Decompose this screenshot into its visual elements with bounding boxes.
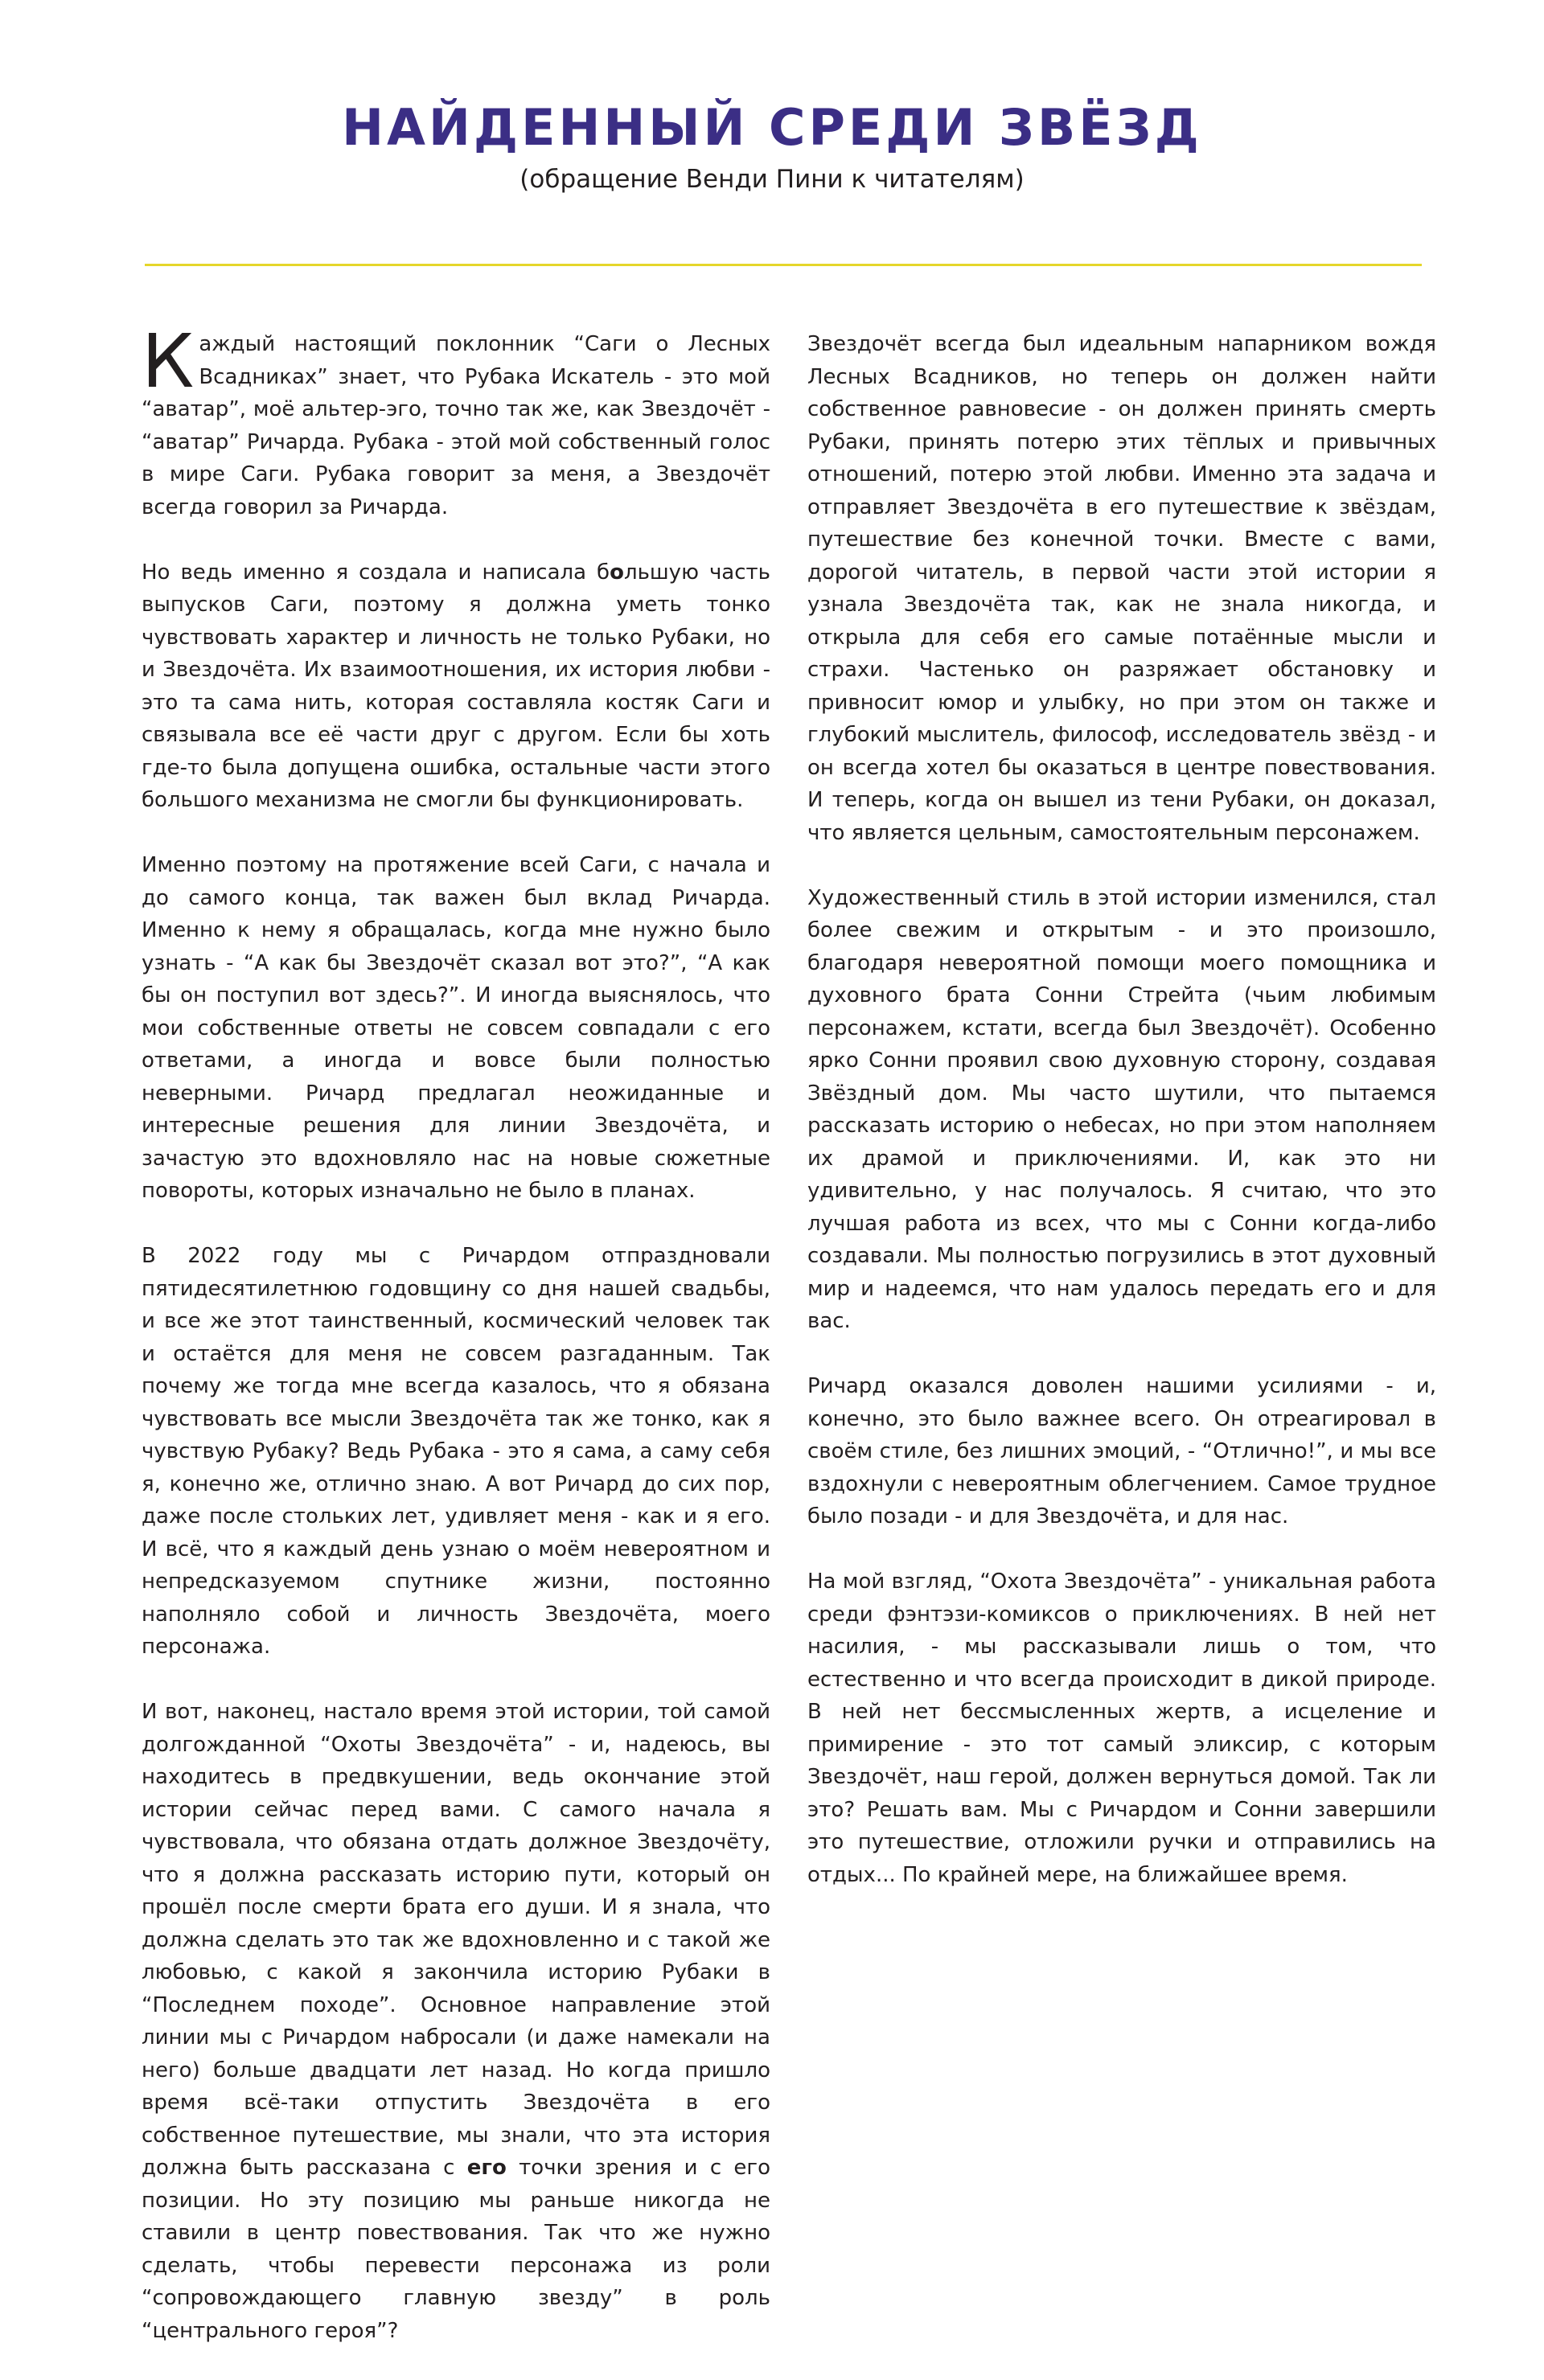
paragraph-1-text: аждый настоящий поклонник “Саги о Лесных Всадниках” знает, что Рубака Искатель - это мой “аватар”, моё альтер-эго, точно так же, как Звездочёт - “аватар” Ричарда. Рубака - этой мой собственный голос в мире Саги. Рубака говорит за меня, а Звездочёт всегда говорил за Ричарда.: [142, 332, 770, 519]
paragraph-6: Звездочёт всегда был идеальным напарником вождя Лесных Всадников, но теперь он должен найти собственное равновесие - он должен принять смерть Рубаки, принять потерю этих тёплых и привычных отношений, потерю этой любви. Именно эта задача и отправляет Звездочёта в его путешествие к звёздам, путешествие без конечной точки. Вместе с вами, дорогой читатель, в первой части этой истории я узнала Звездочёта так, как не знала никогда, и открыла для себя его самые потаённые мысли и страхи. Частенько он разряжает обстановку и привносит юмор и улыбку, но при этом он также и глубокий мыслитель, философ, исследователь звёзд - и он всегда хотел бы оказаться в центре повествования. И теперь, когда он вышел из тени Рубаки, он доказал, что является цельным, самостоятельным персонажем.: [807, 332, 1436, 845]
right-column: [807, 328, 1436, 1924]
paragraph-5: [142, 1696, 770, 2347]
paragraph-2-emphasis: о: [610, 560, 624, 585]
paragraph-2-text-a: Но ведь именно я создала и написала б: [142, 560, 610, 585]
article-title: НАЙДЕННЫЙ СРЕДИ ЗВЁЗД: [342, 98, 1202, 157]
paragraph-5-text-a: И вот, наконец, настало время этой истории, той самой долгожданной “Охоты Звездочёта” - и, надеюсь, вы находитесь в предвкушении, ведь окончание этой истории сейчас перед вами. С самого начала я чувствовала, что обязана отдать должное Звездочёту, что я должна рассказать историю пути, который он прошёл после смерти брата его души. И я знала, что должна сделать это так же вдохновленно и с такой же любовью, с какой я закончила историю Рубаки в “Последнем походе”. Основное направление этой линии мы с Ричардом набросали (и даже намекали на него) больше двадцати лет назад. Но когда пришло время всё-таки отпустить Звездочёта в его собственное путешествие, мы знали, что эта история должна быть рассказана с: [142, 1700, 770, 2180]
paragraph-8: Ричард оказался доволен нашими усилиями - и, конечно, это было важнее всего. Он отреагировал в своём стиле, без лишних эмоций, - “Отлично!”, и мы все вздохнули с невероятным облегчением. Самое трудное было позади - и для Звездочёта, и для нас.: [807, 1374, 1436, 1529]
drop-cap: К: [142, 318, 195, 404]
paragraph-3: Именно поэтому на протяжение всей Саги, с начала и до самого конца, так важен был вклад Ричарда. Именно к нему я обращалась, когда мне нужно было узнать - “А как бы Звездочёт сказал вот это?”, “А как бы он поступил вот здесь?”. И иногда выяснялось, что мои собственные ответы не совсем совпадали с его ответами, а иногда и вовсе были полностью неверными. Ричард предлагал неожиданные и интересные решения для линии Звездочёта, и зачастую это вдохновляло нас на новые сюжетные повороты, которых изначально не было в планах.: [142, 853, 770, 1203]
paragraph-7: Художественный стиль в этой истории изменился, стал более свежим и открытым - и это произошло, благодаря невероятной помощи моего помощника и духовного брата Сонни Стрейта (чьим любимым персонажем, кстати, всегда был Звездочёт). Особенно ярко Сонни проявил свою духовную сторону, создавая Звёздный дом. Мы часто шутили, что пытаемся рассказать историю о небесах, но при этом наполняем их драмой и приключениями. И, как это ни удивительно, у нас получалось. Я считаю, что это лучшая работа из всех, что мы с Сонни когда-либо создавали. Мы полностью погрузились в этот духовный мир и надеемся, что нам удалось передать его и для вас.: [807, 885, 1436, 1333]
paragraph-4: В 2022 году мы с Ричардом отпраздновали пятидесятилетнюю годовщину со дня нашей свадьбы, и все же этот таинственный, космический человек так и остаётся для меня не совсем разгаданным. Так почему же тогда мне всегда казалось, что я обязана чувствовать все мысли Звездочёта так же тонко, как я чувствую Рубаку? Ведь Рубака - это я сама, а саму себя я, конечно же, отлично знаю. А вот Ричард до сих пор, даже после стольких лет, удивляет меня - как и я его. И всё, что я каждый день узнаю о моём невероятном и непредсказуемом спутнике жизни, постоянно наполняло собой и личность Звездочёта, моего персонажа.: [142, 1244, 770, 1659]
article-subtitle: (обращение Венди Пини к читателям): [519, 165, 1025, 194]
paragraph-2-text-b: льшую часть выпусков Саги, поэтому я должна уметь тонко чувствовать характер и личность не только Рубаки, но и Звездочёта. Их взаимоотношения, их история любви - это та сама нить, которая составляла костяк Саги и связывала все её части друг с другом. Если бы хоть где-то была допущена ошибка, остальные части этого большого механизма не смогли бы функционировать.: [142, 560, 771, 812]
paragraph-2: [142, 556, 770, 817]
paragraph-9: На мой взгляд, “Охота Звездочёта” - уникальная работа среди фэнтэзи-комиксов о приключениях. В ней нет насилия, - мы рассказывали лишь о том, что естественно и что всегда происходит в дикой природе. В ней нет бессмысленных жертв, а исцеление и примирение - это тот самый эликсир, с которым Звездочёт, наш герой, должен вернуться домой. Так ли это? Решать вам. Мы с Ричардом и Сонни завершили это путешествие, отложили ручки и отправились на отдых... По крайней мере, на ближайшее время.: [807, 1570, 1436, 1887]
paragraph-5-text-b: точки зрения и с его позиции. Но эту позицию мы раньше никогда не ставили в центр повествования. Так что же нужно сделать, чтобы перевести персонажа из роли “сопровождающего главную звезду” в роль “центрального героя”?: [142, 2156, 770, 2343]
left-column: [142, 318, 771, 2380]
yellow-divider: [145, 264, 1422, 266]
paragraph-1: [142, 318, 770, 523]
paragraph-5-emphasis: его: [466, 2156, 507, 2180]
